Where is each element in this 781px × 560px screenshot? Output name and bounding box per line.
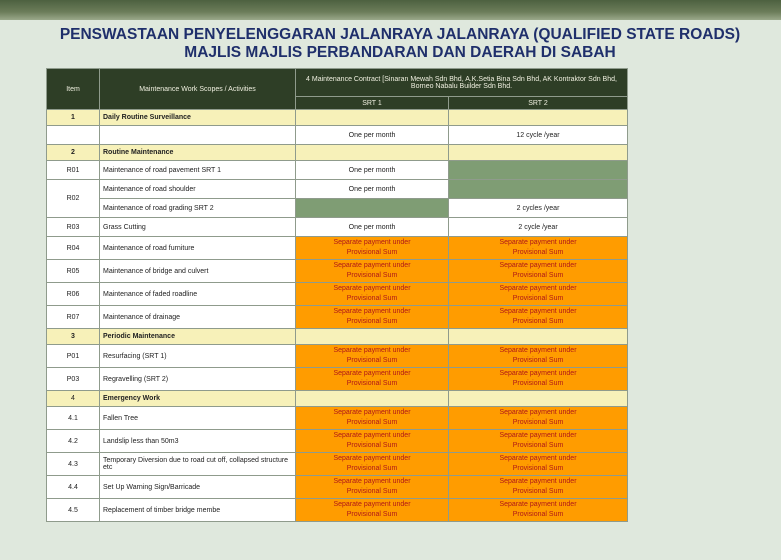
srt1-cell: One per month xyxy=(296,126,449,145)
table-row xyxy=(47,499,628,522)
header-srt2: SRT 2 xyxy=(449,97,628,110)
row-label: Maintenance of road shoulder xyxy=(100,180,296,199)
row-item: 4.1 xyxy=(47,407,100,430)
row-label: Fallen Tree xyxy=(100,407,296,430)
payment-cell: Separate payment under Provisional Sum xyxy=(449,345,628,368)
payment-cell: Separate payment under Provisional Sum xyxy=(296,407,449,430)
section-item: 2 xyxy=(47,145,100,161)
row-item: P01 xyxy=(47,345,100,368)
table-row xyxy=(47,260,628,283)
row-label: Maintenance of bridge and culvert xyxy=(100,260,296,283)
section-item: 3 xyxy=(47,329,100,345)
table-row xyxy=(47,237,628,260)
payment-cell: Separate payment under Provisional Sum xyxy=(296,453,449,476)
payment-cell: Separate payment under Provisional Sum xyxy=(449,283,628,306)
payment-cell: Separate payment under Provisional Sum xyxy=(296,260,449,283)
payment-cell: Separate payment under Provisional Sum xyxy=(449,237,628,260)
section-item: 1 xyxy=(47,110,100,126)
srt2-cell: 2 cycles /year xyxy=(449,199,628,218)
section-row xyxy=(47,110,628,126)
table-row xyxy=(47,161,628,180)
row-label: Regravelling (SRT 2) xyxy=(100,368,296,391)
payment-cell: Separate payment under Provisional Sum xyxy=(296,430,449,453)
row-label: Set Up Warning Sign/Barricade xyxy=(100,476,296,499)
row-item: 4.4 xyxy=(47,476,100,499)
srt2-cell-blank xyxy=(449,180,628,199)
row-item: R06 xyxy=(47,283,100,306)
payment-cell: Separate payment under Provisional Sum xyxy=(449,368,628,391)
row-label: Resurfacing (SRT 1) xyxy=(100,345,296,368)
srt1-cell: One per month xyxy=(296,218,449,237)
section-label: Emergency Work xyxy=(100,391,296,407)
table-row xyxy=(47,199,628,218)
payment-cell: Separate payment under Provisional Sum xyxy=(449,430,628,453)
section-label: Routine Maintenance xyxy=(100,145,296,161)
section-label: Periodic Maintenance xyxy=(100,329,296,345)
row-item: R02 xyxy=(47,180,100,218)
section-item: 4 xyxy=(47,391,100,407)
payment-cell: Separate payment under Provisional Sum xyxy=(449,407,628,430)
payment-cell: Separate payment under Provisional Sum xyxy=(296,345,449,368)
row-item: R01 xyxy=(47,161,100,180)
section-row xyxy=(47,329,628,345)
table-row xyxy=(47,283,628,306)
maintenance-table xyxy=(46,68,628,522)
payment-cell: Separate payment under Provisional Sum xyxy=(449,453,628,476)
row-item: 4.3 xyxy=(47,453,100,476)
srt1-cell: One per month xyxy=(296,180,449,199)
row-item: R04 xyxy=(47,237,100,260)
row-label: Replacement of timber bridge membe xyxy=(100,499,296,522)
table-row xyxy=(47,306,628,329)
table-row xyxy=(47,407,628,430)
row-item: 4.2 xyxy=(47,430,100,453)
srt2-cell: 12 cycle /year xyxy=(449,126,628,145)
srt2-cell-blank xyxy=(449,161,628,180)
row-label: Maintenance of road pavement SRT 1 xyxy=(100,161,296,180)
header-scope: Maintenance Work Scopes / Activities xyxy=(100,69,296,110)
table-row xyxy=(47,126,628,145)
table-row xyxy=(47,180,628,199)
payment-cell: Separate payment under Provisional Sum xyxy=(296,368,449,391)
table-row xyxy=(47,218,628,237)
srt1-cell: One per month xyxy=(296,161,449,180)
table-row xyxy=(47,368,628,391)
page-title xyxy=(20,26,780,62)
row-label: Grass Cutting xyxy=(100,218,296,237)
title-line-2: MAJLIS MAJLIS PERBANDARAN DAN DAERAH DI SABAH xyxy=(184,44,616,61)
header-item: Item xyxy=(47,69,100,110)
header-srt1: SRT 1 xyxy=(296,97,449,110)
header-contract: 4 Maintenance Contract [Sinaran Mewah Sdn Bhd, A.K.Setia Bina Sdn Bhd, AK Kontraktor Sdn Bhd, Borneo Nabalu Builder Sdn Bhd. xyxy=(296,69,628,97)
row-label: Maintenance of road furniture xyxy=(100,237,296,260)
payment-cell: Separate payment under Provisional Sum xyxy=(296,237,449,260)
row-item: R03 xyxy=(47,218,100,237)
row-item: R07 xyxy=(47,306,100,329)
table-row xyxy=(47,453,628,476)
row-label: Temporary Diversion due to road cut off, collapsed structure etc xyxy=(100,453,296,476)
payment-cell: Separate payment under Provisional Sum xyxy=(449,476,628,499)
section-row xyxy=(47,145,628,161)
section-label: Daily Routine Surveillance xyxy=(100,110,296,126)
table-row xyxy=(47,345,628,368)
title-line-1: PENSWASTAAN PENYELENGGARAN JALANRAYA JALANRAYA (QUALIFIED STATE ROADS) xyxy=(59,26,741,43)
table-row xyxy=(47,476,628,499)
row-item: P03 xyxy=(47,368,100,391)
payment-cell: Separate payment under Provisional Sum xyxy=(296,283,449,306)
payment-cell: Separate payment under Provisional Sum xyxy=(296,306,449,329)
srt2-cell: 2 cycle /year xyxy=(449,218,628,237)
payment-cell: Separate payment under Provisional Sum xyxy=(449,499,628,522)
payment-cell: Separate payment under Provisional Sum xyxy=(449,306,628,329)
row-label: Maintenance of faded roadline xyxy=(100,283,296,306)
section-row xyxy=(47,391,628,407)
row-item: R05 xyxy=(47,260,100,283)
table-row xyxy=(47,430,628,453)
row-label: Maintenance of drainage xyxy=(100,306,296,329)
top-banner xyxy=(0,0,781,20)
row-item: 4.5 xyxy=(47,499,100,522)
row-label: Landslip less than 50m3 xyxy=(100,430,296,453)
payment-cell: Separate payment under Provisional Sum xyxy=(296,499,449,522)
payment-cell: Separate payment under Provisional Sum xyxy=(296,476,449,499)
payment-cell: Separate payment under Provisional Sum xyxy=(449,260,628,283)
srt1-cell-blank xyxy=(296,199,449,218)
row-label: Maintenance of road grading SRT 2 xyxy=(100,199,296,218)
